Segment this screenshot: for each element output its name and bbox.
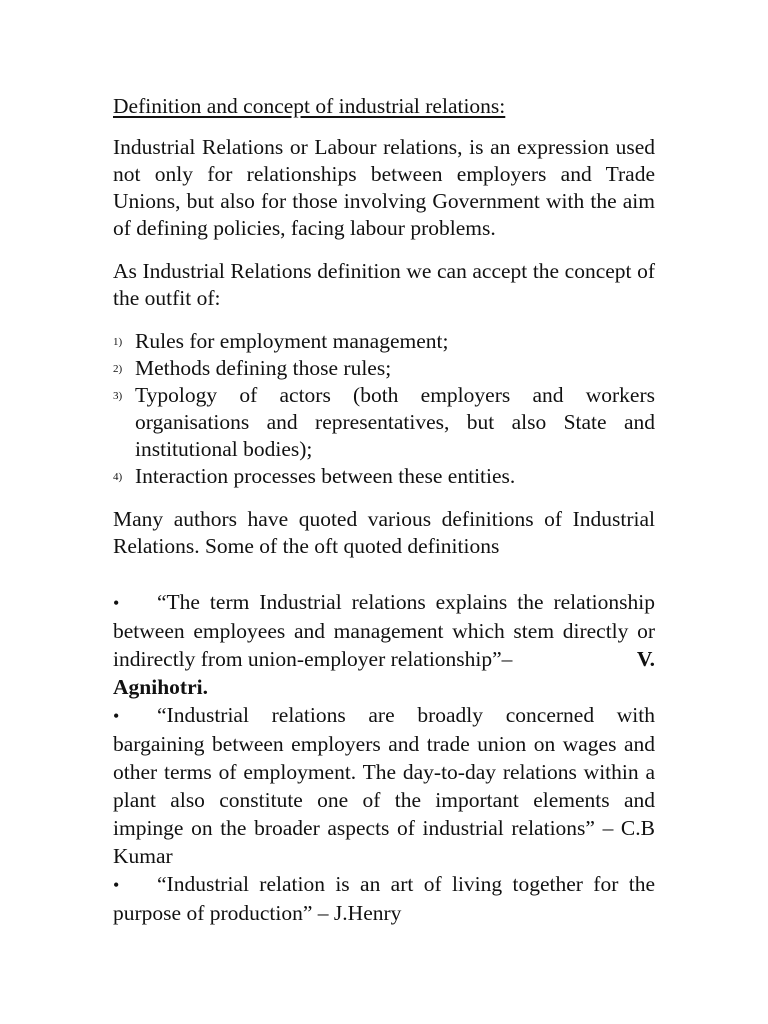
quotes-list [113, 588, 655, 927]
list-number: 2) [113, 363, 123, 375]
definition-paragraph: As Industrial Relations definition we can accept the concept of the outfit of: [113, 259, 655, 310]
quote-item [113, 701, 655, 870]
list-number: 1) [113, 336, 123, 348]
document-page [113, 93, 655, 927]
list-number: 4) [113, 471, 123, 483]
list-item [113, 382, 655, 463]
list-item-text: Typology of actors (both employers and workers organisations and representatives, but also State and institutional bodies); [135, 383, 655, 461]
quote-item [113, 588, 655, 701]
bullet-icon: • [113, 706, 120, 726]
quote-text: “The term Industrial relations explains the relationship between employees and management which stem directly or indirectly from union-employer relationship”– [113, 590, 655, 671]
list-item [113, 463, 655, 490]
list-number: 3) [113, 390, 123, 402]
intro-paragraph: Industrial Relations or Labour relations, is an expression used not only for relationships between employers and Trade Unions, but also for those involving Government with the aim of defining policies, facing labour problems. [113, 135, 655, 240]
bullet-icon: • [113, 875, 120, 895]
list-item-text: Rules for employment management; [135, 329, 449, 353]
authors-paragraph: Many authors have quoted various definitions of Industrial Relations. Some of the oft quoted definitions [113, 507, 655, 558]
list-item [113, 328, 655, 355]
quote-text: “Industrial relation is an art of living together for the purpose of production” – J.Henry [113, 872, 655, 925]
quote-author-initial: V. [636, 647, 655, 671]
quote-text: “Industrial relations are broadly concerned with bargaining between employers and trade union on wages and other terms of employment. The day-to-day relations within a plant also constitute one of the important elements and impinge on the broader aspects of industrial relations” – C.B Kumar [113, 703, 655, 868]
list-item [113, 355, 655, 382]
bullet-icon: • [113, 593, 120, 613]
outfit-list [113, 328, 655, 490]
quote-item [113, 870, 655, 927]
list-item-text: Methods defining those rules; [135, 356, 392, 380]
list-item-text: Interaction processes between these entities. [135, 464, 516, 488]
quote-author: Agnihotri. [113, 675, 208, 699]
document-heading: Definition and concept of industrial relations: [113, 94, 506, 118]
